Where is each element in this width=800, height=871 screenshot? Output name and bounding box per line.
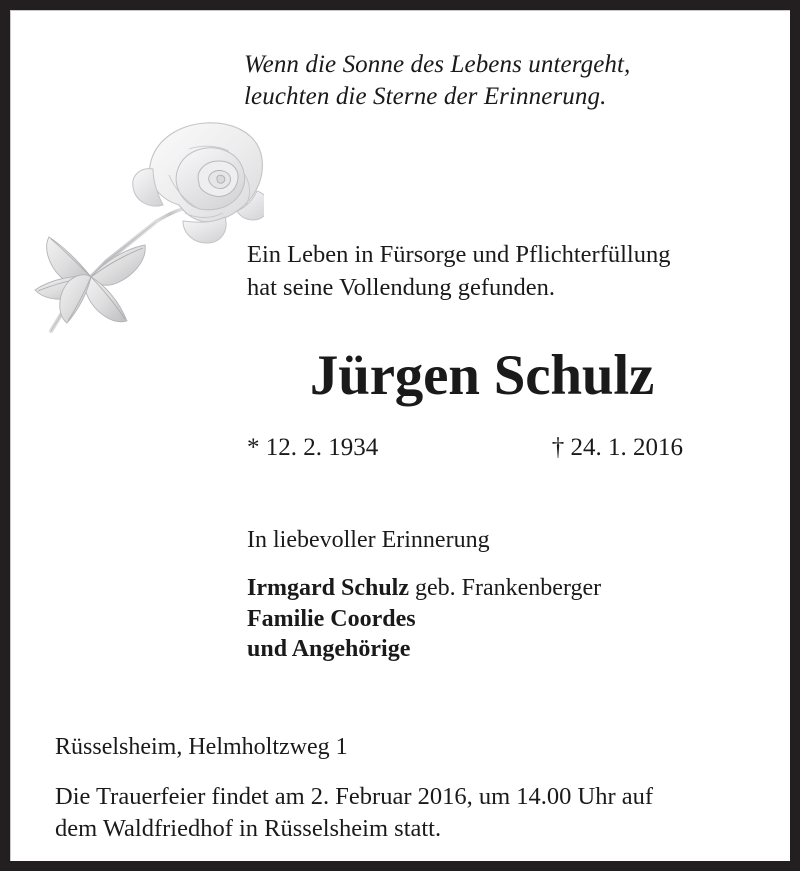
epigraph-line-2: leuchten die Sterne der Erinnerung.: [244, 82, 607, 110]
rose-bloom: [133, 123, 264, 243]
service-line-1: Die Trauerfeier findet am 2. Februar 2016, um 14.00 Uhr auf: [55, 783, 654, 810]
survivor-line: [247, 574, 767, 602]
intro-line-1: Ein Leben in Fürsorge und Pflichterfüllung: [247, 241, 671, 268]
address-line: Rüsselsheim, Helmholtzweg 1: [55, 734, 348, 760]
death-date: † 24. 1. 2016: [551, 434, 683, 461]
survivor-name: und Angehörige: [247, 635, 411, 662]
survivor-name: Irmgard Schulz: [247, 575, 409, 602]
intro-line-2: hat seine Vollendung gefunden.: [247, 273, 556, 301]
survivor-name: Familie Coordes: [247, 605, 416, 632]
deceased-name-block: [247, 346, 717, 405]
funeral-service-info: [55, 781, 781, 846]
rose-illustration: [29, 109, 264, 359]
survivor-maiden-name: geb. Frankenberger: [409, 575, 602, 602]
life-dates: [247, 434, 683, 462]
epigraph-line-1: Wenn die Sonne des Lebens untergeht,: [244, 51, 631, 78]
epigraph-verse: [244, 49, 764, 112]
survivor-line: [247, 635, 767, 663]
rose-leaves: [35, 237, 145, 323]
survivor-line: [247, 605, 767, 633]
remembrance-lead: In liebevoller Erinnerung: [247, 527, 490, 553]
notice-inner-frame: [10, 10, 790, 861]
birth-date: * 12. 2. 1934: [247, 434, 379, 461]
remembrance-block: [247, 526, 767, 665]
intro-text: [247, 239, 777, 304]
deceased-name: Jürgen Schulz: [309, 344, 655, 407]
service-line-2: dem Waldfriedhof in Rüsselsheim statt.: [55, 815, 442, 843]
